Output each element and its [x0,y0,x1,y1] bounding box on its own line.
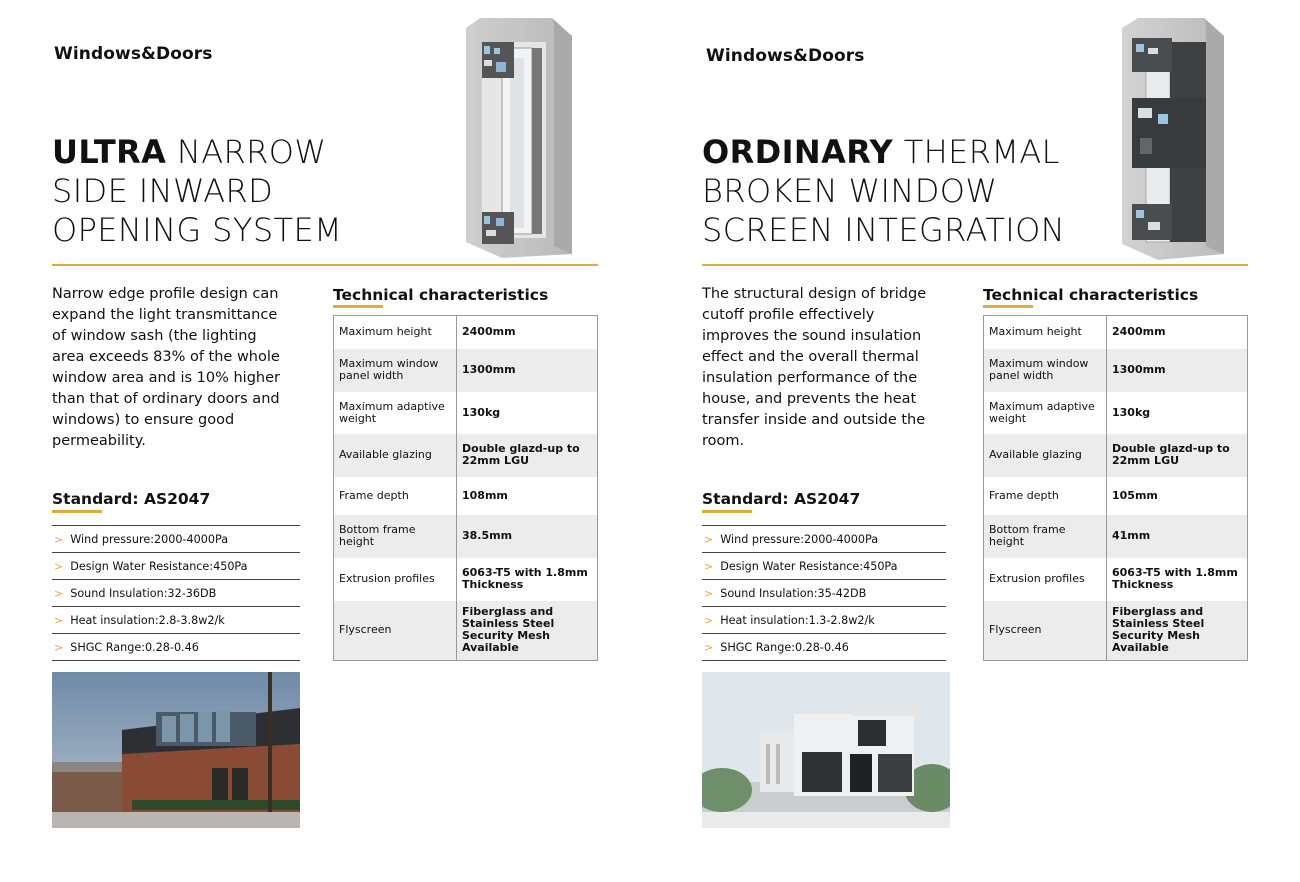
window-profile-section-image [1118,18,1230,262]
table-row: Available glazing Double glazd-up to 22mm LGU [984,434,1248,477]
table-row: Maximum window panel width 1300mm [334,349,598,392]
table-row: Flyscreen Fiberglass and Stainless Steel Security Mesh Available [984,601,1248,661]
chevron-right-icon: > [704,613,714,627]
standard-spec-list [52,525,300,661]
technical-table [983,315,1248,661]
product-description: Narrow edge profile design can expand the light transmittance of window sash (the lighting area exceeds 83% of the whole window area and is 10% higher than that of ordinary doors and windows) to ensure good permeability. [52,286,280,449]
list-item: > Heat insulation:2.8-3.8w2/k [52,607,300,634]
headline-bold: ORDINARY [702,133,894,171]
brick-building-photo [52,672,300,828]
standard-accent-bar [52,510,102,513]
list-item: > Heat insulation:1.3-2.8w2/k [702,607,946,634]
chevron-right-icon: > [54,640,64,654]
standard-title: Standard: AS2047 [52,490,211,508]
brochure-page-ordinary [650,0,1300,882]
table-row: Maximum height 2400mm [334,316,598,349]
page-headline [702,133,1102,250]
headline-bold: ULTRA [52,133,167,171]
chevron-right-icon: > [54,532,64,546]
list-item: > Wind pressure:2000-4000Pa [702,526,946,553]
chevron-right-icon: > [704,559,714,573]
headline-rest: THERMAL BROKEN WINDOW SCREEN INTEGRATION [702,133,1066,249]
table-row: Extrusion profiles 6063-T5 with 1.8mm Thickness [984,558,1248,601]
table-row: Extrusion profiles 6063-T5 with 1.8mm Thickness [334,558,598,601]
brand-logo-text: Windows&Doors [54,44,213,64]
chevron-right-icon: > [704,532,714,546]
list-item: > Design Water Resistance:450Pa [702,553,946,580]
product-description: The structural design of bridge cutoff profile effectively improves the sound insulation effect and the overall thermal insulation performance of the house, and prevents the heat transfer inside and outside the room. [702,286,927,449]
headline-rest: NARROW SIDE INWARD OPENING SYSTEM [52,133,343,249]
table-row: Available glazing Double glazd-up to 22mm LGU [334,434,598,477]
table-row: Maximum height 2400mm [984,316,1248,349]
list-item: > SHGC Range:0.28-0.46 [702,634,946,661]
table-row: Maximum adaptive weight 130kg [334,392,598,434]
technical-accent-bar [333,305,383,308]
standard-spec-list [702,525,946,661]
brand-logo-text: Windows&Doors [706,46,865,66]
table-row: Bottom frame height 38.5mm [334,515,598,558]
chevron-right-icon: > [704,640,714,654]
list-item: > Sound Insulation:35-42DB [702,580,946,607]
list-item: > Sound Insulation:32-36DB [52,580,300,607]
table-row: Frame depth 105mm [984,477,1248,515]
technical-table [333,315,598,661]
page-headline [52,133,412,250]
chevron-right-icon: > [704,586,714,600]
technical-title: Technical characteristics [983,286,1199,304]
table-row: Maximum window panel width 1300mm [984,349,1248,392]
table-row: Frame depth 108mm [334,477,598,515]
list-item: > SHGC Range:0.28-0.46 [52,634,300,661]
window-profile-section-image [462,18,574,262]
table-row: Maximum adaptive weight 130kg [984,392,1248,434]
technical-accent-bar [983,305,1033,308]
standard-title: Standard: AS2047 [702,490,861,508]
list-item: > Design Water Resistance:450Pa [52,553,300,580]
table-row: Bottom frame height 41mm [984,515,1248,558]
orange-divider [52,264,598,266]
chevron-right-icon: > [54,613,64,627]
technical-title: Technical characteristics [333,286,549,304]
chevron-right-icon: > [54,586,64,600]
modern-villa-photo [702,672,950,828]
list-item: > Wind pressure:2000-4000Pa [52,526,300,553]
standard-accent-bar [702,510,752,513]
orange-divider [702,264,1248,266]
table-row: Flyscreen Fiberglass and Stainless Steel Security Mesh Available [334,601,598,661]
chevron-right-icon: > [54,559,64,573]
